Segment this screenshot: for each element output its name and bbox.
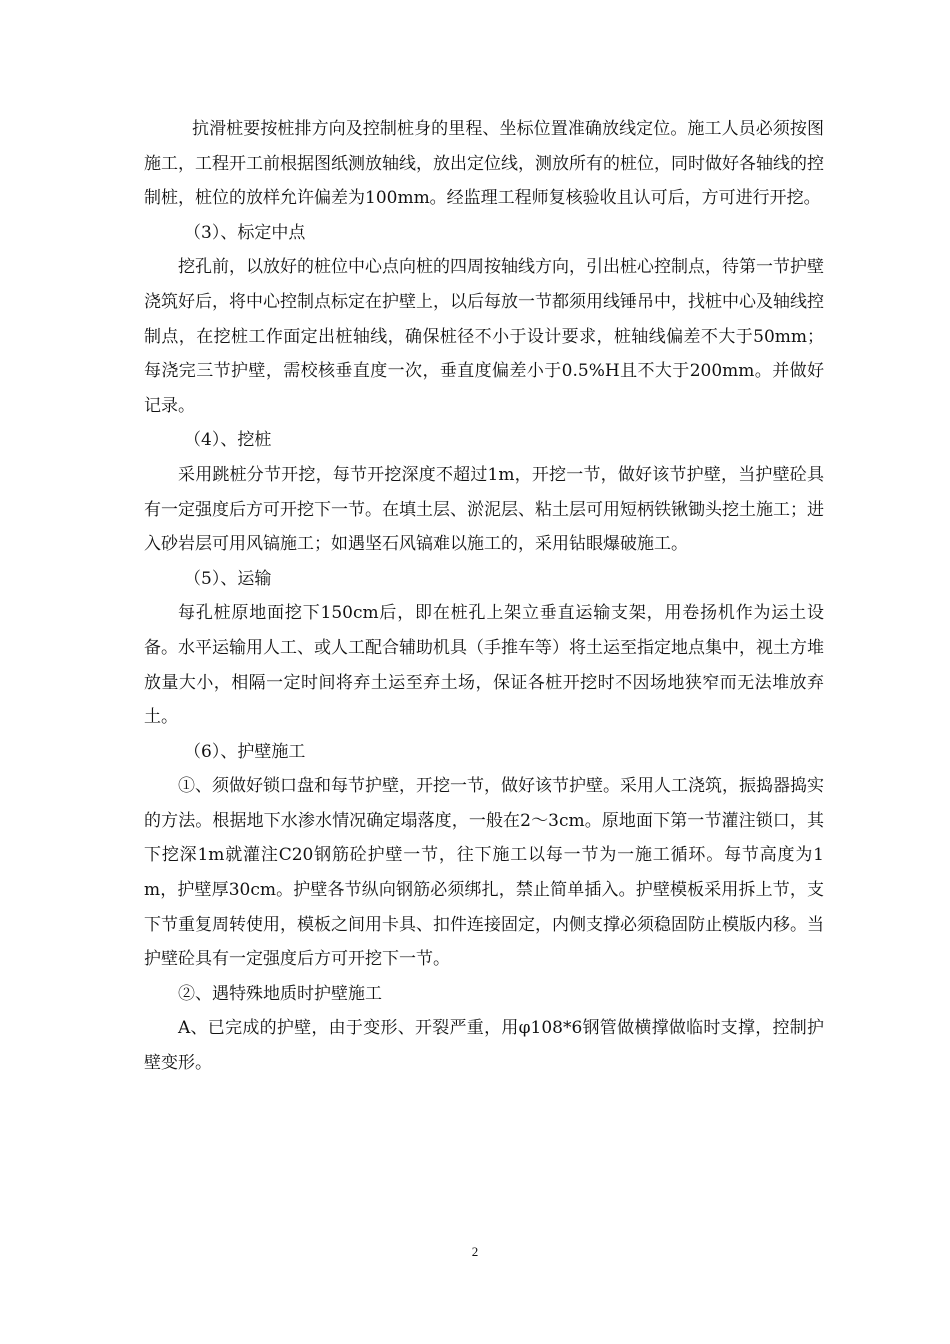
heading-retaining-wall: （6）、护壁施工 [184, 741, 306, 762]
paragraph-special-geology-a: A、已完成的护壁，由于变形、开裂严重，用φ108*6钢管做横撑做临时支撑，控制护壁变形。 [144, 1018, 824, 1074]
heading-mark-center: （3）、标定中点 [184, 222, 306, 243]
paragraph-mark-center: 挖孔前，以放好的桩位中心点向桩的四周按轴线方向，引出桩心控制点，待第一节护壁浇筑好后，将中心控制点标定在护壁上，以后每放一节都须用线锤吊中，找桩中心及轴线控制点，在挖桩工作面定出桩轴线，确保桩径不小于设计要求，桩轴线偏差不大于50mm；每浇完三节护壁，需校核垂直度一次，垂直度偏差小于0.5%H且不大于200mm。并做好记录。 [144, 257, 824, 416]
body-text [144, 112, 824, 1081]
paragraph-retaining-wall-1: ①、须做好锁口盘和每节护壁，开挖一节，做好该节护壁。采用人工浇筑，振捣器捣实的方法。根据地下水渗水情况确定塌落度，一般在2～3cm。原地面下第一节灌注锁口，其下挖深1m就灌注C20钢筋砼护壁一节，往下施工以每一节为一施工循环。每节高度为1m，护壁厚30cm。护壁各节纵向钢筋必须绑扎，禁止简单插入。护壁模板采用拆上节，支下节重复周转使用，模板之间用卡具、扣件连接固定，内侧支撑必须稳固防止模版内移。当护壁砼具有一定强度后方可开挖下一节。 [144, 776, 824, 970]
heading-transport: （5）、运输 [184, 568, 272, 589]
heading-excavation: （4）、挖桩 [184, 430, 272, 451]
paragraph-excavation: 采用跳桩分节开挖，每节开挖深度不超过1m，开挖一节，做好该节护壁，当护壁砼具有一定强度后方可开挖下一节。在填土层、淤泥层、粘土层可用短柄铁锹锄头挖土施工；进入砂岩层可用风镐施工；如遇坚石风镐难以施工的，采用钻眼爆破施工。 [144, 464, 824, 555]
paragraph-pile-layout: 抗滑桩要按桩排方向及控制桩身的里程、坐标位置准确放线定位。施工人员必须按图施工，工程开工前根据图纸测放轴线，放出定位线，测放所有的桩位，同时做好各轴线的控制桩，桩位的放样允许偏差为100mm。经监理工程师复核验收且认可后，方可进行开挖。 [144, 119, 824, 209]
paragraph-special-geology-title: ②、遇特殊地质时护壁施工 [178, 983, 382, 1004]
page-number: 2 [471, 1244, 479, 1259]
paragraph-transport: 每孔桩原地面挖下150cm后，即在桩孔上架立垂直运输支架，用卷扬机作为运土设备。水平运输用人工、或人工配合辅助机具（手推车等）将土运至指定地点集中，视土方堆放量大小，相隔一定时间将弃土运至弃土场，保证各桩开挖时不因场地狭窄而无法堆放弃土。 [144, 603, 824, 728]
